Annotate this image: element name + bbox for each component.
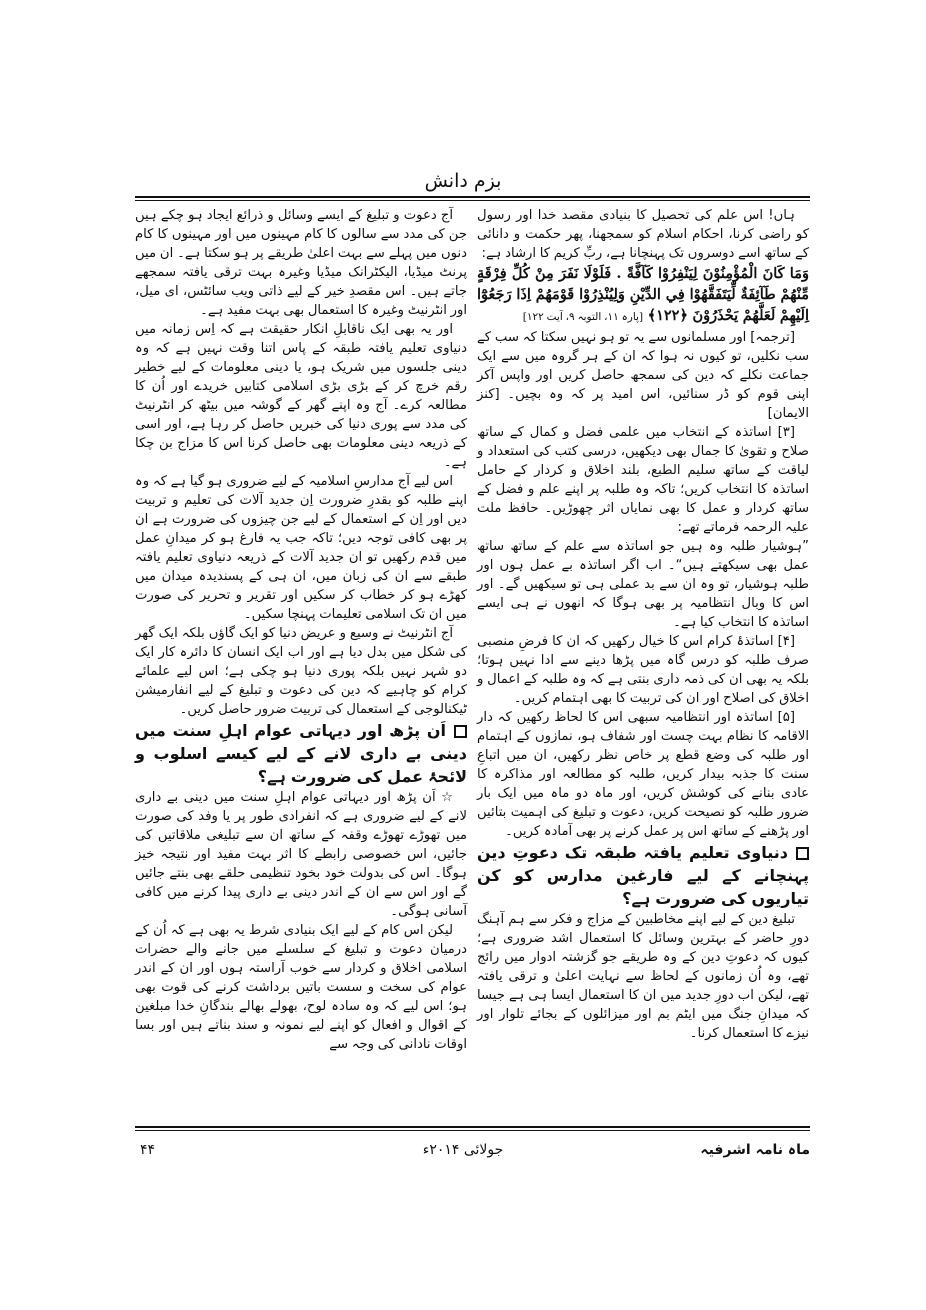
quran-text: وَمَا كَانَ الْمُؤْمِنُوْنَ لِيَنْفِرُوْا كَآفَّةً . فَلَوْلَا نَفَرَ مِنْ كُلِّ فِرْقَةٍ مِّنْهُمْ طَآئِفَةٌ لِّيَتَفَقَّهُوْا فِي الدِّيْنِ وَلِيُنْذِرُوْا قَوْمَهُمْ اِذَا رَجَعُوْٓا اِلَيْهِمْ لَعَلَّهُمْ يَحْذَرُوْنَ ﴿۱۲۲﴾ xyxy=(477,265,809,324)
heading-text: دنیاوی تعلیم یافتہ طبقہ تک دعوتِ دین پہنچانے کے لیے فارغین مدارس کو کن تیاریوں کی ضرورت ہے؟ xyxy=(477,843,809,908)
paragraph: [۴] اساتذۂ کرام اس کا خیال رکھیں کہ ان کا فرضِ منصبی صرف طلبہ کو درس گاہ میں پڑھا دینے سے ادا نہیں ہوتا؛ بلکہ یہ بھی ان کی ذمہ داری بنتی ہے کہ وہ طلبہ کے اعمال و اخلاق کی اصلاح اور ان کی تربیت کا بھی اہتمام کریں۔ xyxy=(477,634,809,706)
header-rule xyxy=(135,196,810,201)
square-bullet-icon xyxy=(796,847,809,860)
magazine-name: ماہ نامہ اشرفیہ xyxy=(700,1142,810,1158)
paragraph: ☆ اَن پڑھ اور دیہاتی عوام اہلِ سنت میں دینی بے داری لانے کے لیے ضروری ہے کہ انفرادی طور پر یا وفد کی صورت میں تھوڑے تھوڑے وقفہ کے ساتھ ان سے تبلیغی ملاقاتیں کی جائیں، اس خصوصی رابطے کا اثر بہت مفید اور نتیجہ خیز ہوگا۔ اس کی بدولت خود بخود تنظیمی حلقے بھی بنتے جائیں گے اور اس سے ان کے اندر دینی بے داری پیدا کرنے میں کافی آسانی ہوگی۔ xyxy=(135,790,467,919)
section-heading xyxy=(135,719,467,788)
verse-reference: [پارہ ۱۱، التوبہ ۹، آیت ۱۲۲] xyxy=(522,311,644,323)
section-heading xyxy=(477,841,809,910)
left-column xyxy=(135,206,467,1054)
right-column xyxy=(477,206,809,1043)
section-title: بزم دانش xyxy=(424,170,502,192)
paragraph: اس لیے آج مدارسِ اسلامیہ کے لیے ضروری ہو گیا ہے کہ وہ اپنے طلبہ کو بقدرِ ضرورت اِن جدید آلات کی تعلیم و تربیت دیں اور اِن کے استعمال کے لیے جن چیزوں کی ضرورت ہے ان پر بھی کافی توجہ دیں؛ تاکہ جب یہ فارغ ہو کر میدانِ عمل میں قدم رکھیں تو ان جدید آلات کے ذریعہ دنیاوی تعلیم یافتہ طبقے سے ان کی زبان میں، ان ہی کے پسندیدہ میدان میں کھڑے ہو کر خطاب کر سکیں اور تقریر و تحریر کی صورت میں ان تک اسلامی تعلیمات پہنچا سکیں۔ xyxy=(135,474,467,622)
paragraph: ”ہوشیار طلبہ وہ ہیں جو اساتذہ سے علم کے ساتھ ساتھ عمل بھی سیکھتے ہیں“۔ اب اگر اساتذہ بے عمل ہوں اور طلبہ ہوشیار، تو وہ ان سے بد عملی ہی تو سیکھیں گے۔ اور اس کا وبال انتظامیہ پر بھی ہوگا کہ انھوں نے ہی ایسے اساتذہ کا انتخاب کیا ہے۔ xyxy=(477,539,809,630)
paragraph: [ترجمہ] اور مسلمانوں سے یہ تو ہو نہیں سکتا کہ سب کے سب نکلیں، تو کیوں نہ ہوا کہ ان کے ہر گروہ میں سے ایک جماعت نکلے کہ دین کی سمجھ حاصل کریں اور واپس آکر اپنی قوم کو ڈر سنائیں، اس امید پر کہ وہ بچیں۔ [کنز الایمان] xyxy=(477,330,809,421)
heading-text: اَن پڑھ اور دیہاتی عوام اہلِ سنت میں دینی بے داری لانے کے لیے کیسے اسلوب و لائحۂ عمل کی ضرورت ہے؟ xyxy=(135,721,467,786)
footer-rule xyxy=(135,1126,810,1131)
square-bullet-icon xyxy=(454,725,467,738)
paragraph: [۳] اساتذہ کے انتخاب میں علمی فضل و کمال کے ساتھ صلاح و تقویٰ کا جمال بھی دیکھیں، درسی کتب کی استعداد و لیاقت کے ساتھ سلیم الطبع، بلند اخلاق و کردار کے حامل اساتذہ کا انتخاب کریں؛ تاکہ وہ طلبہ پر اپنے علم و فضل کے ساتھ کردار و عمل کا بھی نمایاں اثر چھوڑیں۔ حافظ ملت علیہ الرحمہ فرماتے تھے: xyxy=(477,425,809,535)
paragraph: اور یہ بھی ایک ناقابلِ انکار حقیقت ہے کہ اِس زمانہ میں دنیاوی تعلیم یافتہ طبقہ کے پاس اتنا وقت نہیں ہے کہ وہ دینی جلسوں میں شریک ہو، یا دینی معلومات کے لیے خطیر رقم خرچ کر کے بڑی بڑی اسلامی کتابیں خریدے اور اُن کا مطالعہ کرے۔ آج وہ اپنے گھر کے گوشہ میں بیٹھ کر انٹرنیٹ کی مدد سے پوری دنیا کی خبریں حاصل کر رہا ہے، اور اسی کے ذریعہ دینی معلومات بھی حاصل کرنا اس کا مزاج بن چکا ہے۔ xyxy=(135,322,467,470)
quran-verse xyxy=(477,263,809,328)
paragraph: تبلیغ دین کے لیے اپنے مخاطبین کے مزاج و فکر سے ہم آہنگ دورِ حاضر کے بہترین وسائل کا استعمال اشد ضروری ہے؛ کیوں کہ دعوتِ دین کے وہ طریقے جو گزشتہ ادوار میں رائج تھے، وہ اُن زمانوں کے لحاظ سے نہایت اعلیٰ و ترقی یافتہ تھے، لیکن اب دورِ جدید میں ان کا استعمال ایسا ہی ہے جیسا کہ میدانِ جنگ میں ایٹم بم اور میزائلوں کے بجائے تلوار اور نیزے کا استعمال کرنا۔ xyxy=(477,912,809,1041)
paragraph: [۵] اساتذہ اور انتظامیہ سبھی اس کا لحاظ رکھیں کہ دار الاقامہ کا نظام بہت چست اور شفاف ہو، نمازوں کے اہتمام اور طلبہ کی وضع قطع پر خاص نظر رکھیں، ان میں اتباعِ سنت کا جذبہ بیدار کریں، طلبہ کو مطالعہ اور مذاکرہ کا عادی بنانے کی کوشش کریں، اور ماہ دو ماہ میں ایک بار ضرور طلبہ کو نصیحت کریں، دعوت و تبلیغ کی اہمیت بتائیں اور پڑھنے کے ساتھ اس پر عمل کرنے پر بھی آمادہ کریں۔ xyxy=(477,710,809,839)
issue-date: جولائی ۲۰۱۴ء xyxy=(422,1142,504,1158)
paragraph: آج انٹرنیٹ نے وسیع و عریض دنیا کو ایک گاؤں بلکہ ایک گھر کی شکل میں بدل دیا ہے اور اب ایک انسان کا دائرہ کار ایک دو شہر نہیں بلکہ پوری دنیا ہو چکی ہے؛ اس لیے علمائے کرام کو چاہیے کہ دین کی دعوت و تبلیغ کے لیے انفارمیشن ٹیکنالوجی کے استعمال کی تربیت ضرور حاصل کریں۔ xyxy=(135,626,467,717)
page-number: ۴۴ xyxy=(140,1142,156,1158)
paragraph: ہاں! اس علم کی تحصیل کا بنیادی مقصد خدا اور رسول کو راضی کرنا، احکام اسلام کو سمجھنا، پھر حکمت و دانائی کے ساتھ اسے دوسروں تک پہنچانا ہے، ربِّ کریم کا ارشاد ہے: xyxy=(477,208,809,261)
paragraph: آج دعوت و تبلیغ کے ایسے وسائل و ذرائع ایجاد ہو چکے ہیں جن کی مدد سے سالوں کا کام مہینوں میں اور مہینوں کا کام دنوں میں پہلے سے بہت اعلیٰ طریقے پر ہو سکتا ہے۔ ان میں پرنٹ میڈیا، الیکٹرانک میڈیا وغیرہ بہت ترقی یافتہ سمجھے جاتے ہیں۔ اس مقصدِ خیر کے لیے ذاتی ویب سائٹس، ای میل، اور انٹرنیٹ وغیرہ کا استعمال بھی بہت مفید ہے۔ xyxy=(135,208,467,318)
paragraph: لیکن اس کام کے لیے ایک بنیادی شرط یہ بھی ہے کہ اُن کے درمیان دعوت و تبلیغ کے سلسلے میں جانے والے حضرات اسلامی اخلاق و کردار سے خوب آراستہ ہوں اور ان کے اندر عوام کی سخت و سست باتیں برداشت کرنے کی قوت بھی ہو؛ اس لیے کہ وہ سادہ لوح، بھولے بھالے بندگانِ خدا مبلغین کے اقوال و افعال کو اپنے لیے نمونہ و سند بناتے ہیں اور بسا اوقات نادانی کی وجہ سے xyxy=(135,923,467,1052)
